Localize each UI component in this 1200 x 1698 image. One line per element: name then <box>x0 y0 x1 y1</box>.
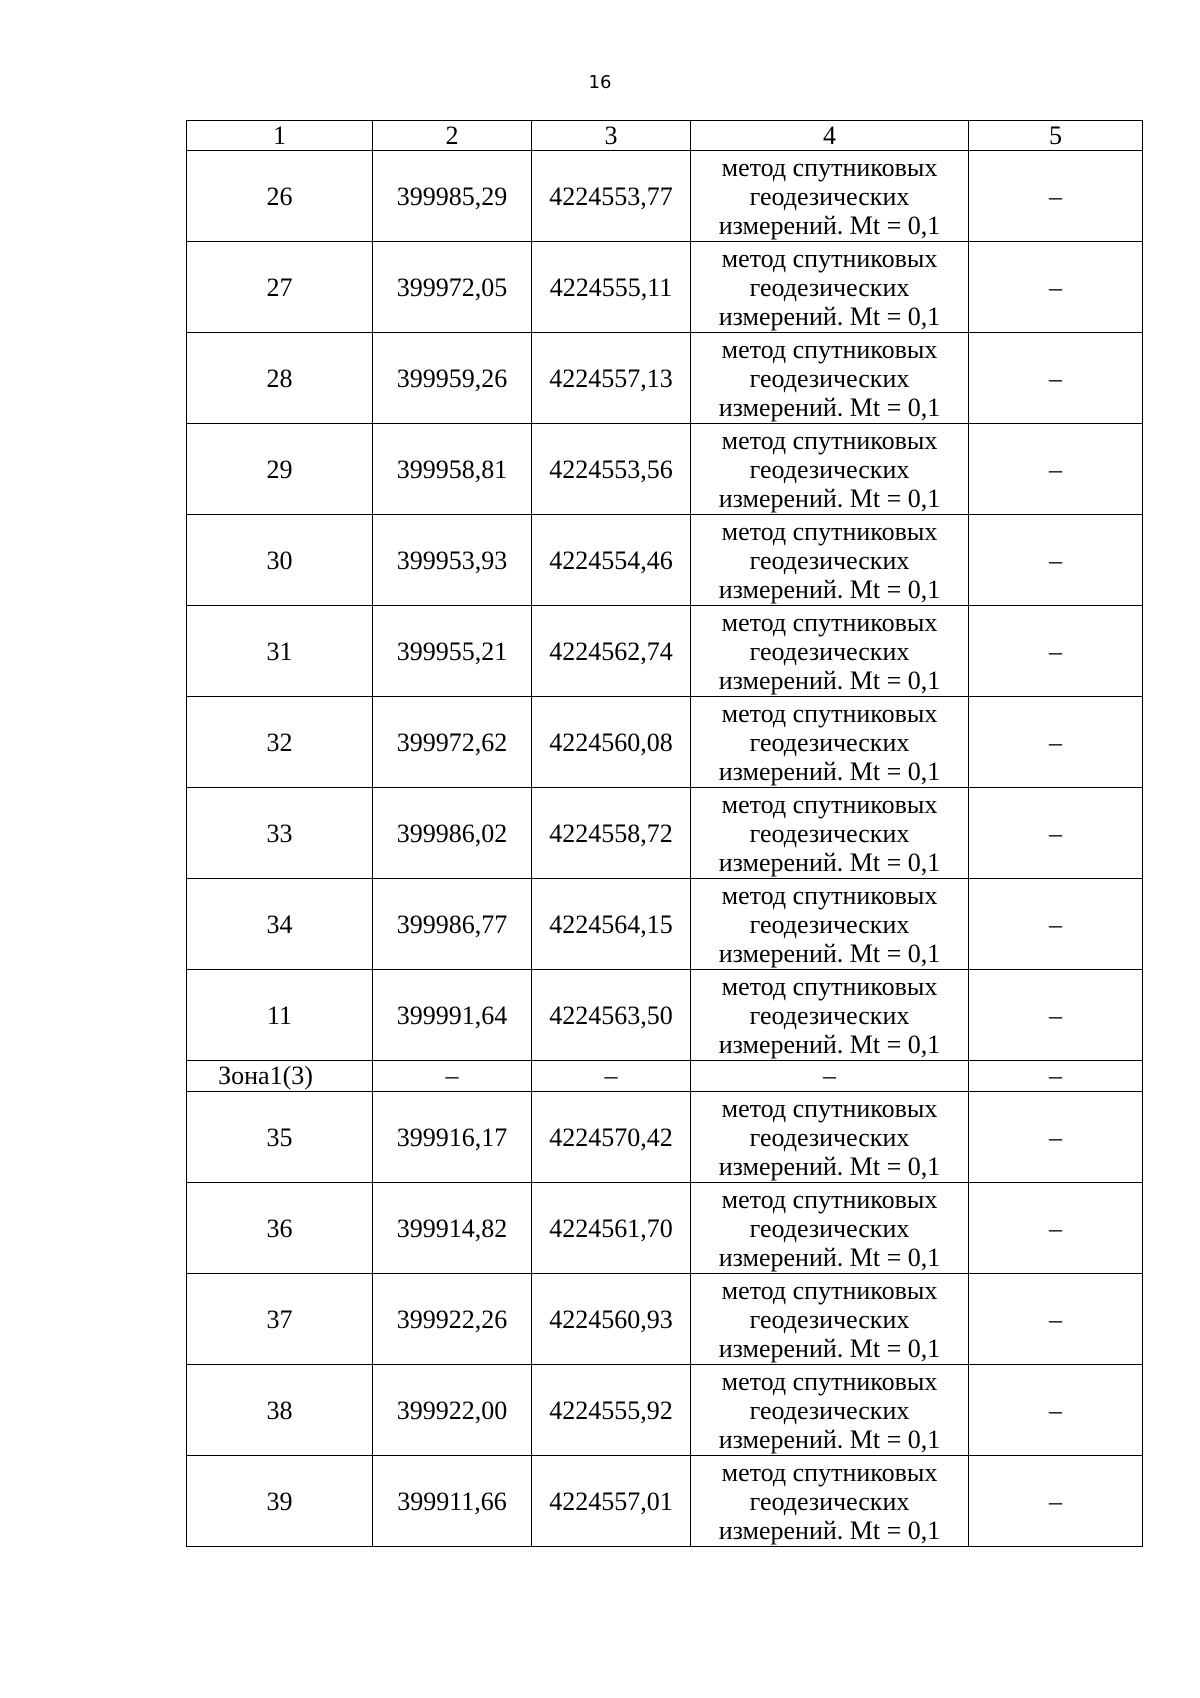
x-coordinate-cell: 399953,93 <box>373 515 532 606</box>
method-cell <box>691 242 969 333</box>
column-header: 3 <box>532 121 691 151</box>
method-line: метод спутниковых <box>721 152 938 182</box>
table-row <box>187 1274 1143 1365</box>
method-line: геодезических <box>749 1122 910 1152</box>
method-line: метод спутниковых <box>721 425 938 455</box>
method-line: метод спутниковых <box>721 789 938 819</box>
method-cell <box>691 1274 969 1365</box>
note-cell: – <box>969 333 1143 424</box>
table-row <box>187 515 1143 606</box>
note-cell: – <box>969 151 1143 242</box>
method-line: метод спутниковых <box>721 607 938 637</box>
method-line: геодезических <box>749 818 910 848</box>
zone-row <box>187 1061 1143 1092</box>
point-number-cell: 28 <box>187 333 373 424</box>
method-line: геодезических <box>749 636 910 666</box>
page-number: 16 <box>588 72 612 93</box>
coordinates-table <box>186 120 1143 1547</box>
x-coordinate-cell: 399972,05 <box>373 242 532 333</box>
x-coordinate-cell: 399958,81 <box>373 424 532 515</box>
table-row <box>187 1183 1143 1274</box>
note-cell: – <box>969 242 1143 333</box>
method-line: геодезических <box>749 181 910 211</box>
table-row <box>187 242 1143 333</box>
method-line: измерений. Mt = 0,1 <box>718 574 941 604</box>
y-coordinate-cell: 4224554,46 <box>532 515 691 606</box>
method-line: измерений. Mt = 0,1 <box>718 210 941 240</box>
method-cell <box>691 1092 969 1183</box>
point-number-cell: 31 <box>187 606 373 697</box>
note-cell: – <box>969 697 1143 788</box>
method-line: измерений. Mt = 0,1 <box>718 665 941 695</box>
y-coordinate-cell: 4224557,01 <box>532 1456 691 1547</box>
method-line: измерений. Mt = 0,1 <box>718 847 941 877</box>
table-row <box>187 1365 1143 1456</box>
table-row <box>187 151 1143 242</box>
note-cell: – <box>969 788 1143 879</box>
method-cell <box>691 151 969 242</box>
point-number-cell: 37 <box>187 1274 373 1365</box>
method-cell <box>691 1183 969 1274</box>
table-row <box>187 424 1143 515</box>
point-number-cell: 39 <box>187 1456 373 1547</box>
method-line: измерений. Mt = 0,1 <box>718 1424 941 1454</box>
method-line: измерений. Mt = 0,1 <box>718 1151 941 1181</box>
note-cell: – <box>969 1274 1143 1365</box>
method-line: метод спутниковых <box>721 698 938 728</box>
y-coordinate-cell: 4224560,08 <box>532 697 691 788</box>
point-number-cell: 27 <box>187 242 373 333</box>
method-line: измерений. Mt = 0,1 <box>718 1333 941 1363</box>
x-coordinate-cell: 399955,21 <box>373 606 532 697</box>
x-coordinate-cell: 399986,02 <box>373 788 532 879</box>
table-header-row <box>187 121 1143 151</box>
column-header: 2 <box>373 121 532 151</box>
x-coordinate-cell: 399922,00 <box>373 1365 532 1456</box>
method-cell <box>691 970 969 1061</box>
method-cell <box>691 788 969 879</box>
method-line: геодезических <box>749 454 910 484</box>
zone-dash-cell: – <box>532 1061 691 1092</box>
x-coordinate-cell: 399922,26 <box>373 1274 532 1365</box>
method-cell <box>691 515 969 606</box>
table-row <box>187 879 1143 970</box>
method-line: геодезических <box>749 1213 910 1243</box>
zone-label-cell <box>187 1061 373 1092</box>
point-number-cell: 34 <box>187 879 373 970</box>
point-number-cell: 30 <box>187 515 373 606</box>
method-line: метод спутниковых <box>721 1093 938 1123</box>
x-coordinate-cell: 399959,26 <box>373 333 532 424</box>
note-cell: – <box>969 1092 1143 1183</box>
note-cell: – <box>969 1183 1143 1274</box>
method-line: геодезических <box>749 363 910 393</box>
method-line: измерений. Mt = 0,1 <box>718 483 941 513</box>
method-line: метод спутниковых <box>721 516 938 546</box>
method-line: геодезических <box>749 1395 910 1425</box>
x-coordinate-cell: 399972,62 <box>373 697 532 788</box>
method-line: метод спутниковых <box>721 1457 938 1487</box>
zone-label: Зона1(3) <box>218 1061 313 1090</box>
method-line: геодезических <box>749 909 910 939</box>
x-coordinate-cell: 399916,17 <box>373 1092 532 1183</box>
y-coordinate-cell: 4224570,42 <box>532 1092 691 1183</box>
method-line: метод спутниковых <box>721 1275 938 1305</box>
method-line: геодезических <box>749 727 910 757</box>
y-coordinate-cell: 4224553,56 <box>532 424 691 515</box>
point-number-cell: 38 <box>187 1365 373 1456</box>
note-cell: – <box>969 879 1143 970</box>
method-cell <box>691 424 969 515</box>
y-coordinate-cell: 4224558,72 <box>532 788 691 879</box>
note-cell: – <box>969 606 1143 697</box>
point-number-cell: 11 <box>187 970 373 1061</box>
y-coordinate-cell: 4224555,92 <box>532 1365 691 1456</box>
table-row <box>187 1092 1143 1183</box>
method-line: измерений. Mt = 0,1 <box>718 756 941 786</box>
method-line: измерений. Mt = 0,1 <box>718 1515 941 1545</box>
column-header: 5 <box>969 121 1143 151</box>
point-number-cell: 26 <box>187 151 373 242</box>
y-coordinate-cell: 4224562,74 <box>532 606 691 697</box>
method-line: геодезических <box>749 1304 910 1334</box>
x-coordinate-cell: 399914,82 <box>373 1183 532 1274</box>
note-cell: – <box>969 1365 1143 1456</box>
method-line: измерений. Mt = 0,1 <box>718 1242 941 1272</box>
table-row <box>187 333 1143 424</box>
method-line: геодезических <box>749 1000 910 1030</box>
point-number-cell: 33 <box>187 788 373 879</box>
x-coordinate-cell: 399991,64 <box>373 970 532 1061</box>
point-number-cell: 36 <box>187 1183 373 1274</box>
method-line: измерений. Mt = 0,1 <box>718 392 941 422</box>
y-coordinate-cell: 4224557,13 <box>532 333 691 424</box>
method-line: метод спутниковых <box>721 243 938 273</box>
point-number-cell: 32 <box>187 697 373 788</box>
method-cell <box>691 1456 969 1547</box>
column-header: 1 <box>187 121 373 151</box>
x-coordinate-cell: 399911,66 <box>373 1456 532 1547</box>
method-line: геодезических <box>749 272 910 302</box>
method-cell <box>691 879 969 970</box>
table-row <box>187 606 1143 697</box>
x-coordinate-cell: 399985,29 <box>373 151 532 242</box>
method-line: метод спутниковых <box>721 1184 938 1214</box>
method-cell <box>691 333 969 424</box>
method-line: геодезических <box>749 545 910 575</box>
method-line: измерений. Mt = 0,1 <box>718 1029 941 1059</box>
method-line: геодезических <box>749 1486 910 1516</box>
point-number-cell: 35 <box>187 1092 373 1183</box>
method-line: измерений. Mt = 0,1 <box>718 301 941 331</box>
column-header: 4 <box>691 121 969 151</box>
method-line: метод спутниковых <box>721 880 938 910</box>
table-row <box>187 697 1143 788</box>
method-cell <box>691 606 969 697</box>
table-row <box>187 788 1143 879</box>
zone-dash-cell: – <box>691 1061 969 1092</box>
y-coordinate-cell: 4224555,11 <box>532 242 691 333</box>
method-line: метод спутниковых <box>721 334 938 364</box>
y-coordinate-cell: 4224553,77 <box>532 151 691 242</box>
y-coordinate-cell: 4224563,50 <box>532 970 691 1061</box>
y-coordinate-cell: 4224561,70 <box>532 1183 691 1274</box>
method-line: метод спутниковых <box>721 1366 938 1396</box>
x-coordinate-cell: 399986,77 <box>373 879 532 970</box>
point-number-cell: 29 <box>187 424 373 515</box>
method-line: измерений. Mt = 0,1 <box>718 938 941 968</box>
zone-dash-cell: – <box>969 1061 1143 1092</box>
coordinates-table-body <box>187 121 1143 1547</box>
table-row <box>187 1456 1143 1547</box>
y-coordinate-cell: 4224564,15 <box>532 879 691 970</box>
zone-dash-cell: – <box>373 1061 532 1092</box>
note-cell: – <box>969 424 1143 515</box>
y-coordinate-cell: 4224560,93 <box>532 1274 691 1365</box>
method-cell <box>691 1365 969 1456</box>
note-cell: – <box>969 515 1143 606</box>
note-cell: – <box>969 970 1143 1061</box>
method-line: метод спутниковых <box>721 971 938 1001</box>
note-cell: – <box>969 1456 1143 1547</box>
table-row <box>187 970 1143 1061</box>
method-cell <box>691 697 969 788</box>
